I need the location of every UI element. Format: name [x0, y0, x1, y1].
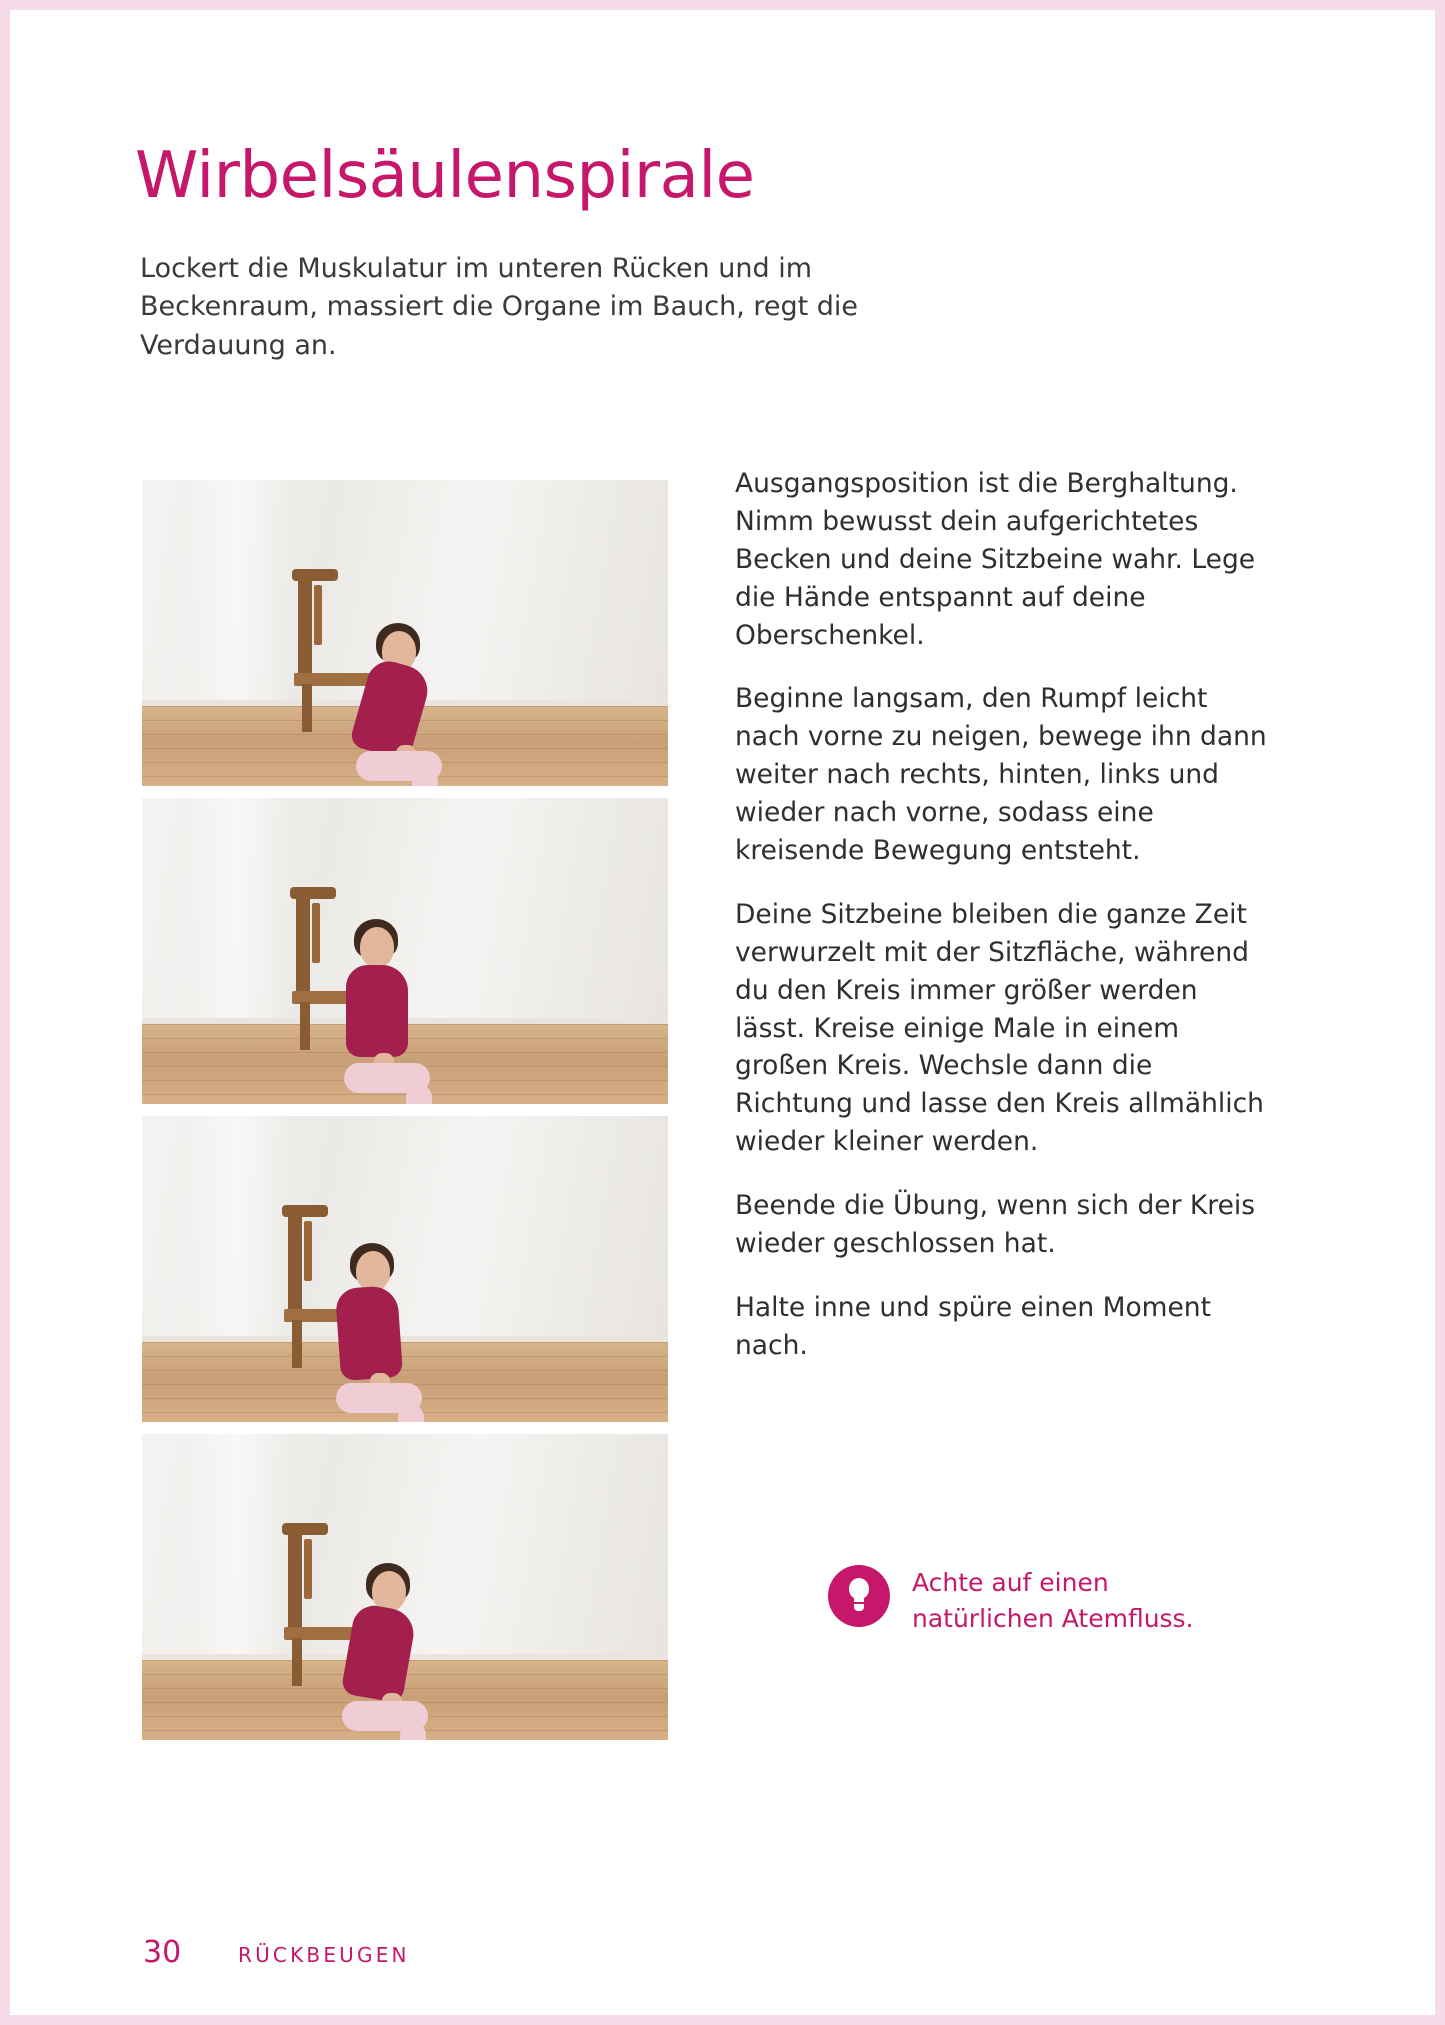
page-subtitle: Lockert die Muskulatur im unteren Rücken und im Beckenraum, massiert die Organe im Bauch, regt die Verdauung an. [140, 253, 859, 361]
tip-text: Achte auf einen natürlichen Atemfluss. [912, 1568, 1194, 1633]
exercise-photo-2 [142, 798, 668, 1104]
exercise-photo-1 [142, 480, 668, 786]
photo-background-wall [142, 1116, 668, 1342]
instructions-column [735, 465, 1275, 1391]
photo-gallery [142, 480, 668, 1752]
exercise-photo-3 [142, 1116, 668, 1422]
exercise-photo-4 [142, 1434, 668, 1740]
lightbulb-icon [828, 1565, 890, 1627]
page-inner [10, 10, 1435, 2015]
page-number: 30 [143, 1935, 182, 1970]
instruction-paragraph: Beginne langsam, den Rumpf leicht nach vorne zu neigen, bewege ihn dann weiter nach rechts, hinten, links und wieder nach vorne, sodass eine kreisende Bewegung entsteht. [735, 683, 1267, 867]
instruction-paragraph: Deine Sitzbeine bleiben die ganze Zeit verwurzelt mit der Sitzfläche, während du den Kreis immer größer werden lässt. Kreise einige Male in einem großen Kreis. Wechsle dann die Richtung und lasse den Kreis allmählich wieder kleiner werden. [735, 898, 1264, 1158]
section-label: RÜCKBEUGEN [238, 1943, 410, 1967]
page-title: Wirbelsäulenspirale [135, 138, 755, 213]
tip-callout [828, 1565, 1248, 1636]
instruction-paragraph: Beende die Übung, wenn sich der Kreis wieder geschlossen hat. [735, 1190, 1256, 1260]
instruction-paragraph: Halte inne und spüre einen Moment nach. [735, 1291, 1211, 1361]
instruction-paragraph: Ausgangsposition ist die Berghaltung. Nimm bewusst dein aufgerichtetes Becken und deine Sitzbeine wahr. Lege die Hände entspannt auf deine Oberschenkel. [735, 468, 1256, 651]
